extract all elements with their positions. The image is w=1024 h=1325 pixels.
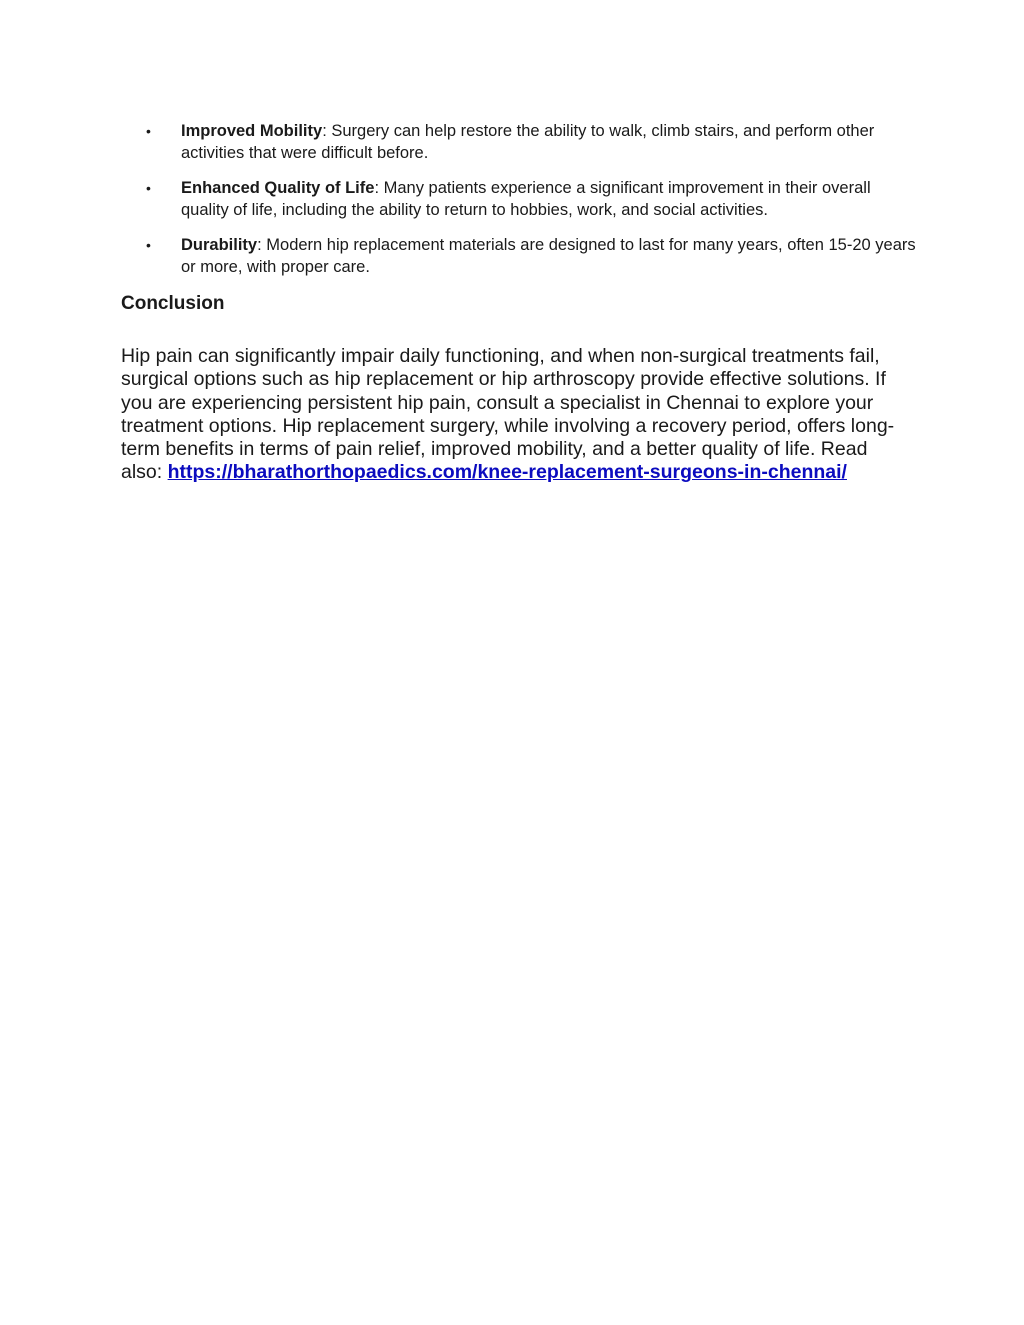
- bullet-icon: •: [146, 123, 151, 139]
- read-also-link[interactable]: https://bharathorthopaedics.com/knee-replacement-surgeons-in-chennai/: [167, 461, 847, 484]
- bullet-term: Durability: [181, 236, 258, 254]
- bullet-term: Enhanced Quality of Life: [181, 179, 375, 197]
- benefits-list: [146, 120, 916, 291]
- bullet-text: : Many patients experience a significant improvement in their overall quality of life, including the ability to return to hobbies, work, and social activities.: [181, 179, 871, 219]
- conclusion-paragraph: [121, 345, 911, 485]
- bullet-icon: •: [146, 237, 151, 253]
- bullet-text: : Surgery can help restore the ability to walk, climb stairs, and perform other activities that were difficult before.: [181, 122, 875, 162]
- list-item: [146, 234, 916, 278]
- bullet-text: : Modern hip replacement materials are designed to last for many years, often 15-20 years or more, with proper care.: [181, 236, 916, 276]
- list-item: [146, 177, 916, 221]
- bullet-icon: •: [146, 180, 151, 196]
- conclusion-heading: Conclusion: [121, 293, 225, 314]
- conclusion-text: Hip pain can significantly impair daily functioning, and when non-surgical treatments fail, surgical options such as hip replacement or hip arthroscopy provide effective solutions. If you are experiencing persistent hip pain, consult a specialist in Chennai to explore your treatment options. Hip replacement surgery, while involving a recovery period, offers long-term benefits in terms of pain relief, improved mobility, and a better quality of life. Read also:: [121, 345, 895, 484]
- list-item: [146, 120, 916, 164]
- bullet-term: Improved Mobility: [181, 122, 323, 140]
